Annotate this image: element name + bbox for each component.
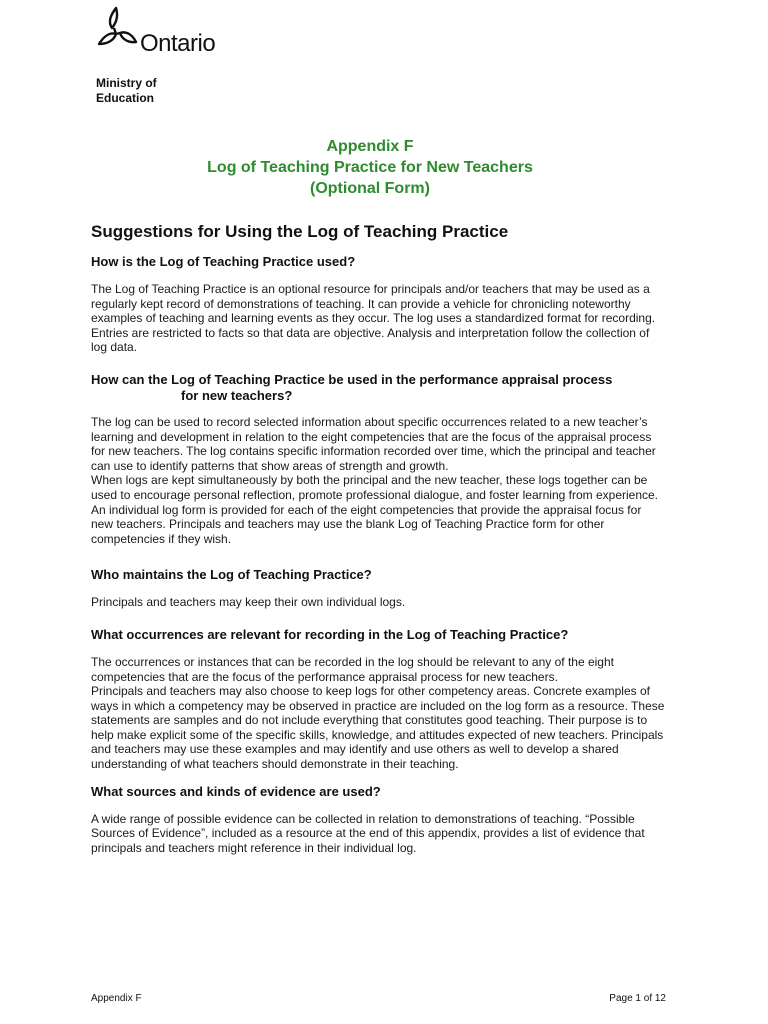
title-line-1: Appendix F [326, 138, 414, 155]
question-2-line-2: for new teachers? [181, 387, 293, 403]
paragraph-2-2: When logs are kept simultaneously by both the principal and the new teacher, these logs together can be used to encourage personal reflection, promote professional dialogue, and foster learning from experience. An individual log form is provided for each of the eight competencies that provide the appraisal focus for new teachers. Principals and teachers may use the blank Log of Teaching Practice form for other competencies if they wish. [91, 473, 659, 546]
trillium-icon [96, 6, 140, 54]
paragraph-5-1: A wide range of possible evidence can be collected in relation to demonstrations of teaching. “Possible Sources of Evidence”, included as a resource at the end of this appendix, provides a list of evidence that principals and teachers might reference in their individual log. [91, 811, 645, 855]
paragraph-2-1: The log can be used to record selected information about specific occurrences related to a new teacher’s learning and development in relation to the eight competencies that are the focus of the appraisal process for new teachers. The log contains specific information recorded over time, which the principal and teacher can use to identify patterns that show areas of strength and growth. [91, 414, 656, 473]
section-title: Suggestions for Using the Log of Teaching Practice [91, 222, 509, 241]
question-3: Who maintains the Log of Teaching Practice? [91, 567, 372, 583]
ministry-line-1: Ministry of [96, 76, 157, 90]
paragraph-4-1: The occurrences or instances that can be recorded in the log should be relevant to any of the eight competencies that are the focus of the performance appraisal process for new teachers. [91, 654, 614, 684]
question-2 [91, 372, 666, 404]
title-line-2: Log of Teaching Practice for New Teachers [207, 159, 533, 176]
question-2-line-1: How can the Log of Teaching Practice be used in the performance appraisal process [91, 371, 613, 387]
appendix-title [0, 136, 740, 199]
paragraph-3-1: Principals and teachers may keep their own individual logs. [91, 595, 406, 610]
ministry-line-2: Education [96, 91, 155, 105]
footer-left: Appendix F [91, 993, 142, 1004]
logo-text: Ontario [140, 30, 216, 57]
question-4: What occurrences are relevant for recording in the Log of Teaching Practice? [91, 626, 569, 642]
ontario-logo [96, 6, 246, 57]
paragraph-4-2: Principals and teachers may also choose to keep logs for other competency areas. Concrete examples of ways in which a competency may be observed in practice are included on the log form as a resource. These statements are samples and do not include everything that constitutes good teaching. Their purpose is to help make explicit some of the specific skills, knowledge, and attitudes expected of new teachers. Principals and teachers may use these examples and may identify and use others as well to develop a shared understanding of what teachers should demonstrate in their teaching. [91, 684, 665, 772]
paragraph-1-1: The Log of Teaching Practice is an optional resource for principals and/or teachers that may be used as a regularly kept record of demonstrations of teaching. It can provide a vehicle for chronicling noteworthy examples of teaching and learning events as they occur. The log uses a standardized format for recording. Entries are restricted to facts so that data are objective. Analysis and interpretation follow the collection of log data. [91, 282, 656, 355]
ministry-label [96, 76, 216, 106]
question-1: How is the Log of Teaching Practice used? [91, 254, 356, 269]
title-line-3: (Optional Form) [310, 180, 430, 197]
content-body [91, 254, 666, 855]
question-5: What sources and kinds of evidence are used? [91, 783, 381, 799]
footer-page-number: Page 1 of 12 [609, 993, 666, 1004]
